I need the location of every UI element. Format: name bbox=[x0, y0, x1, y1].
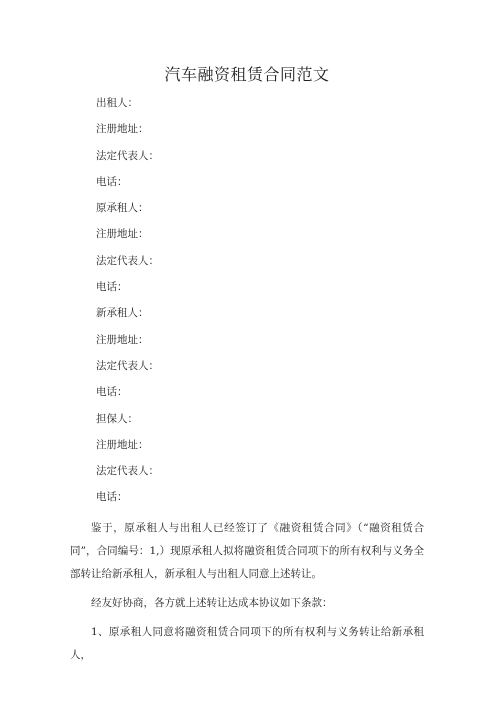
field-lessor-address: 注册地址： bbox=[96, 123, 149, 136]
paragraph-recital: 鉴于，原承租人与出租人已经签订了《融资租赁合同》（“融资租赁合同”，合同编号：1,）现原承租人拟将融资租赁合同项下的所有权利与义务全部转让给新承租人，新承租人与出租人同意上述转让。 bbox=[70, 521, 424, 580]
field-new-lessee-representative: 法定代表人： bbox=[96, 359, 159, 372]
paragraph-clause-1: 1、原承租人同意将融资租赁合同项下的所有权利与义务转让给新承租人， bbox=[70, 625, 424, 661]
field-new-lessee: 新承租人： bbox=[96, 307, 149, 320]
field-lessor-representative: 法定代表人： bbox=[96, 149, 159, 162]
field-original-lessee-phone: 电话： bbox=[96, 281, 128, 294]
document-title: 汽车融资租赁合同范文 bbox=[164, 65, 330, 84]
paragraph-agreement-intro: 经友好协商，各方就上述转让达成本协议如下条款： bbox=[91, 596, 333, 609]
field-original-lessee-address: 注册地址： bbox=[96, 228, 149, 241]
field-lessor: 出租人： bbox=[96, 97, 138, 109]
field-guarantor-representative: 法定代表人： bbox=[96, 465, 159, 478]
field-guarantor-address: 注册地址： bbox=[96, 438, 149, 451]
field-guarantor: 担保人： bbox=[96, 412, 138, 425]
field-new-lessee-address: 注册地址： bbox=[96, 333, 149, 346]
field-original-lessee: 原承租人： bbox=[96, 202, 149, 215]
party-fields bbox=[70, 96, 424, 504]
field-original-lessee-representative: 法定代表人： bbox=[96, 254, 159, 267]
field-guarantor-phone: 电话： bbox=[96, 491, 128, 504]
field-new-lessee-phone: 电话： bbox=[96, 386, 128, 399]
field-lessor-phone: 电话： bbox=[96, 175, 128, 188]
